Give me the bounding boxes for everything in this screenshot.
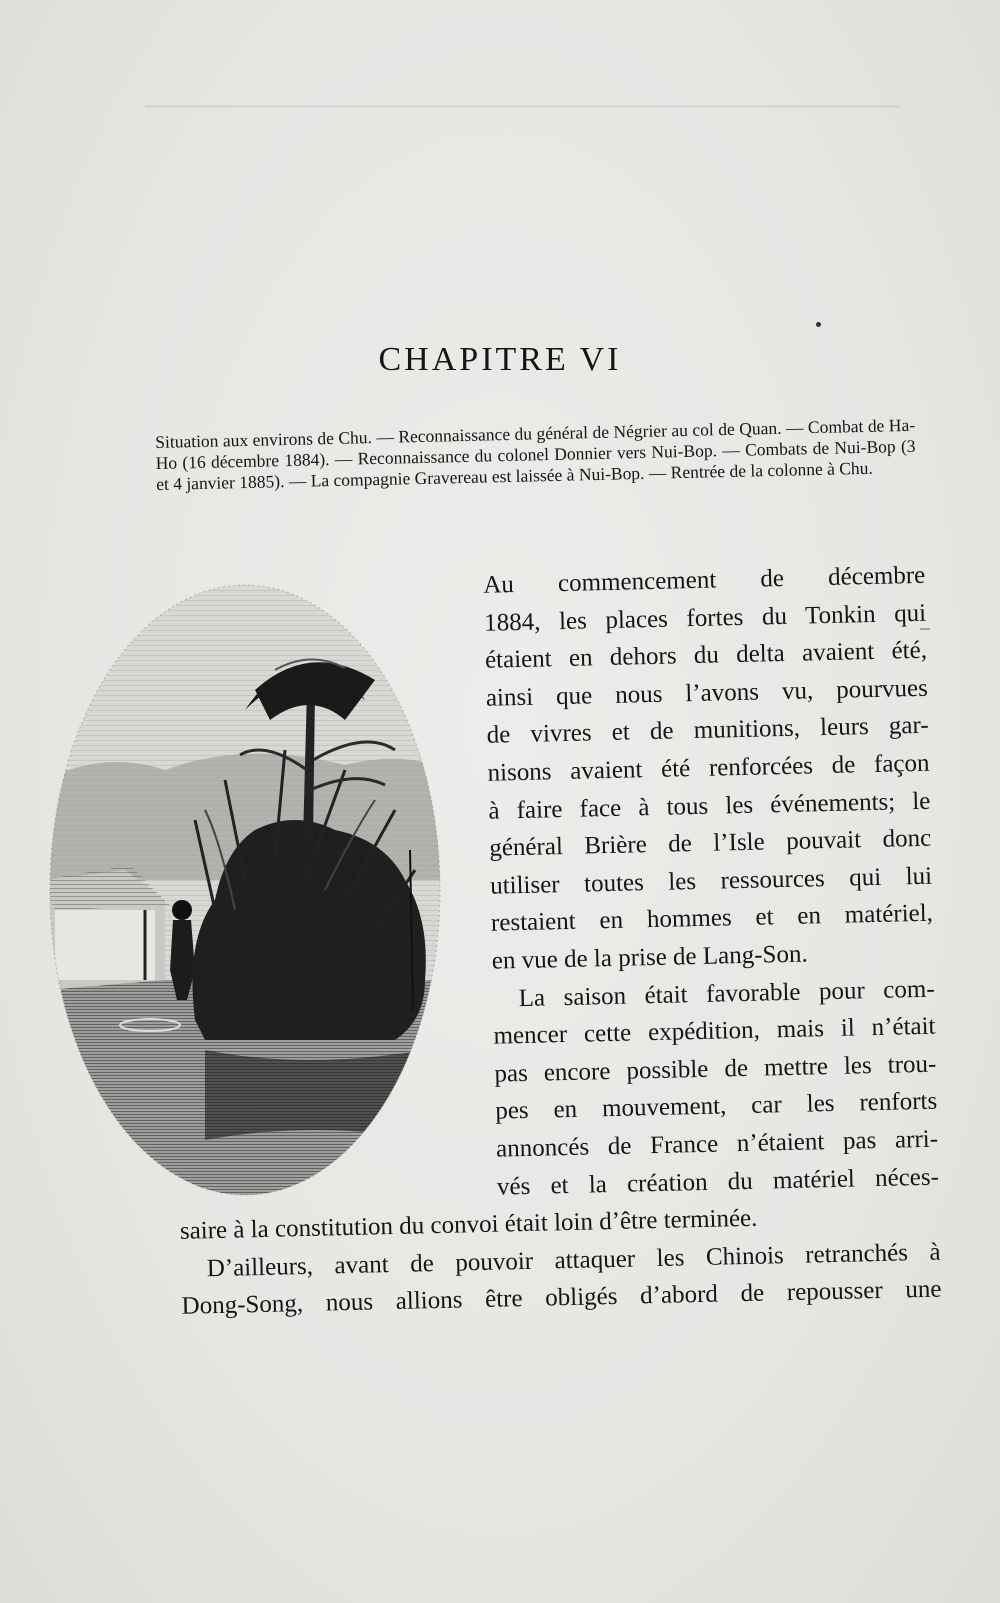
text-line: pes en mouvement, car les renforts	[494, 1087, 938, 1125]
text-line: 1884, les places fortes du Tonkin qui	[483, 599, 927, 637]
text-line: annoncés de France n’étaient pas arri-	[495, 1125, 939, 1163]
text-line: général Brière de l’Isle pouvait donc	[489, 824, 932, 862]
text-line: pas encore possible de mettre les trou-	[494, 1050, 937, 1088]
text-line: saire à la constitution du convoi était loin d’être terminée.	[179, 1204, 758, 1245]
text-line: de vivres et de munitions, leurs gar-	[486, 712, 929, 750]
text-line: vés et la création du matériel néces-	[496, 1163, 940, 1201]
chapter-summary: Situation aux environs de Chu. — Reconnaissance du général de Négrier au col de Quan. — Combat de Ha-Ho (16 décembre 1884). — Reconnaissance du colonel Donnier vers Nui-Bop. — Combats de Nui-Bop (3 et 4 janvier 1885). — La compagnie Gravereau est laissée à Nui-Bop. — Rentrée de la colonne à Chu.	[155, 414, 916, 494]
text-line: Au commencement de décembre	[483, 561, 926, 599]
text-line: en vue de la prise de Lang-Son.	[491, 940, 808, 975]
text-line: utiliser toutes les ressources qui lui	[489, 862, 933, 900]
text-line: Dong-Song, nous allions être obligés d’abord de repousser une	[181, 1275, 942, 1321]
text-line: nisons avaient été renforcées de façon	[487, 749, 930, 787]
body-text	[165, 557, 942, 1326]
text-line: restaient en hommes et en matériel,	[490, 900, 934, 938]
show-through-rule	[145, 105, 900, 108]
text-line: étaient en dehors du delta avaient été,	[484, 636, 928, 674]
text-line: ainsi que nous l’avons vu, pourvues	[485, 674, 929, 712]
text-line: à faire face à tous les événements; le	[488, 787, 931, 825]
text-line: La saison était favorable pour com-	[518, 975, 935, 1012]
paragraph-1	[483, 557, 939, 1206]
text-line: mencer cette expédition, mais il n’était	[493, 1012, 936, 1050]
chapter-title: CHAPITRE VI	[378, 341, 622, 378]
text-line: D’ailleurs, avant de pouvoir attaquer les Chinois retranchés à	[206, 1238, 941, 1282]
ink-dot	[816, 322, 821, 327]
